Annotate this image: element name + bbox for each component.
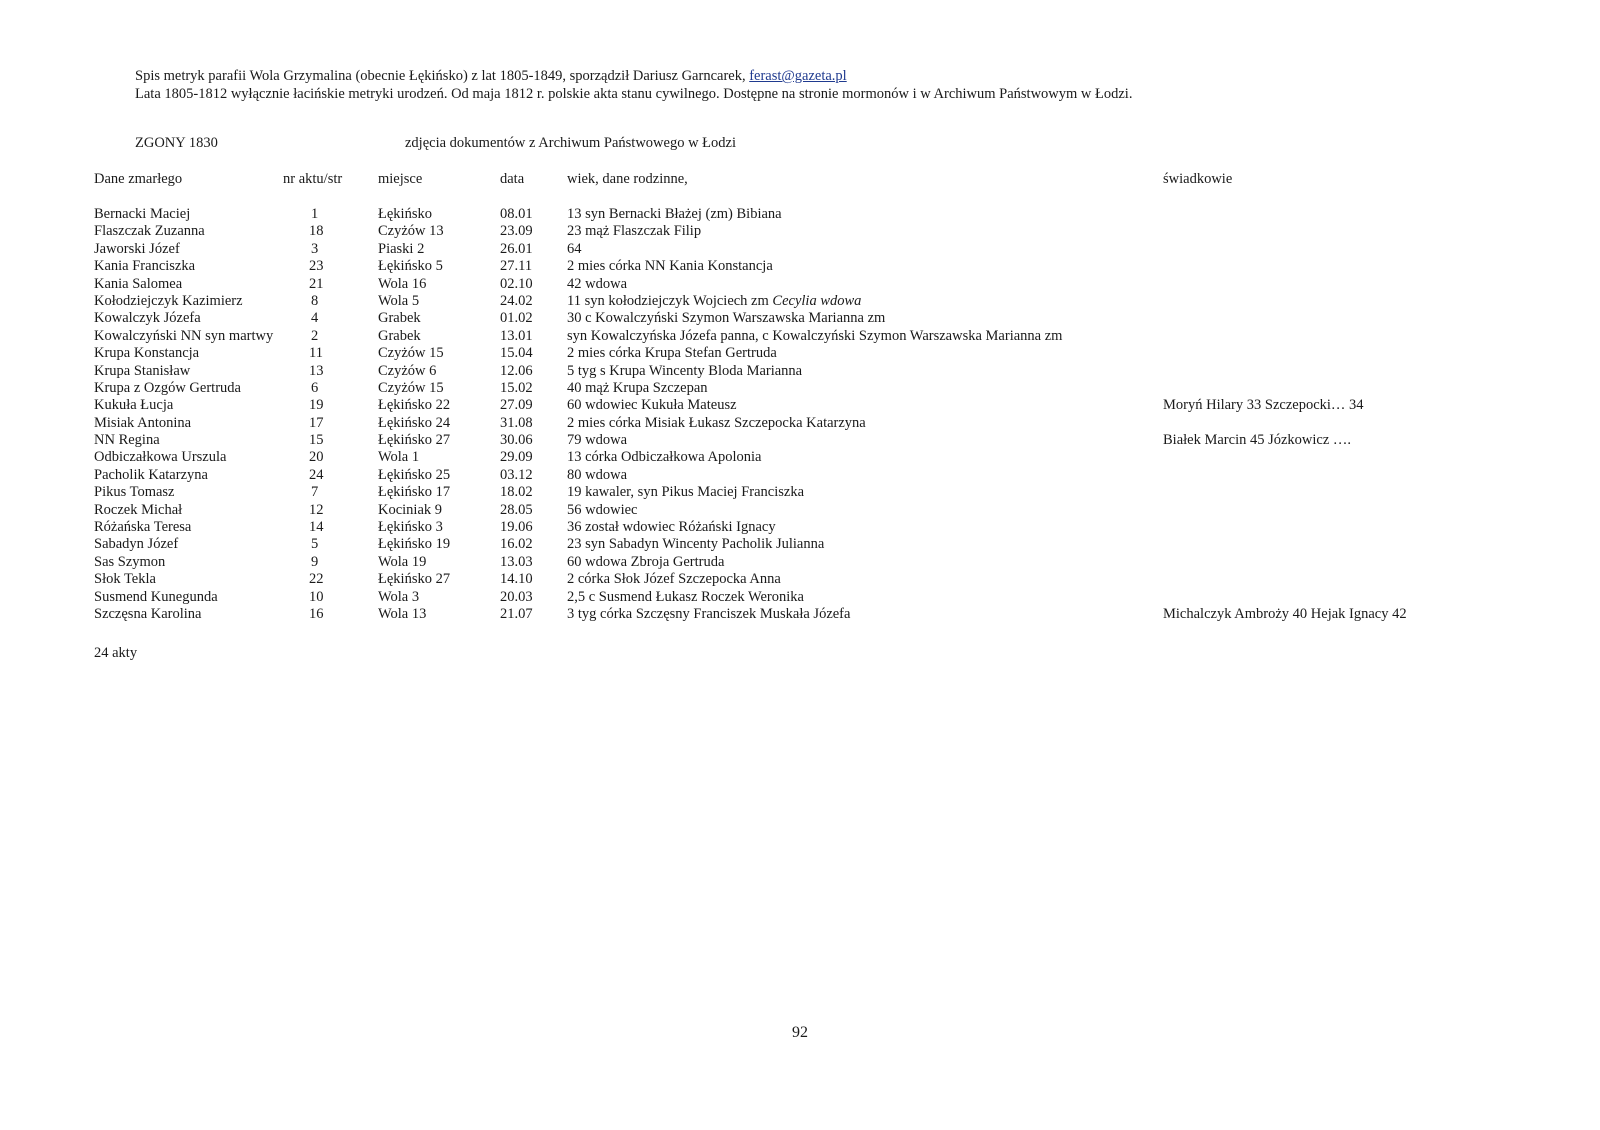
cell-nr: 20 [309, 449, 324, 466]
cell-nr: 10 [309, 588, 324, 605]
table-row [0, 536, 1600, 553]
cell-date: 21.07 [500, 605, 533, 622]
cell-age: 40 mąż Krupa Szczepan [567, 379, 708, 396]
total-count: 24 akty [94, 645, 138, 661]
table-row [0, 502, 1600, 519]
cell-witnesses: Moryń Hilary 33 Szczepocki… 34 [1163, 397, 1364, 414]
table-row [0, 432, 1600, 449]
column-header-date: data [500, 171, 525, 187]
cell-name: Krupa z Ozgów Gertruda [94, 379, 241, 396]
cell-name: Kowalczyński NN syn martwy [94, 327, 274, 344]
cell-place: Grabek [378, 310, 421, 327]
cell-nr: 17 [309, 414, 324, 431]
cell-place: Łękińsko 19 [378, 536, 451, 553]
cell-name: Odbiczałkowa Urszula [94, 449, 227, 466]
cell-place: Kociniak 9 [378, 501, 443, 518]
cell-age: 60 wdowa Zbroja Gertruda [567, 553, 725, 570]
cell-nr: 12 [309, 501, 324, 518]
table-row [0, 554, 1600, 571]
cell-date: 27.11 [500, 258, 533, 275]
cell-nr: 4 [311, 310, 319, 327]
cell-place: Wola 13 [378, 605, 427, 622]
cell-nr: 16 [309, 605, 324, 622]
cell-age-text: 11 syn kołodziejczyk Wojciech zm [567, 292, 773, 309]
cell-age: 2 mies córka NN Kania Konstancja [567, 258, 773, 275]
column-header-nr: nr aktu/str [283, 171, 343, 187]
cell-place: Wola 1 [378, 449, 420, 466]
cell-date: 23.09 [500, 223, 533, 240]
column-header-place: miejsce [378, 171, 423, 187]
cell-nr: 14 [309, 519, 324, 536]
table-row [0, 571, 1600, 588]
cell-date: 31.08 [500, 414, 533, 431]
cell-name: Szczęsna Karolina [94, 605, 202, 622]
cell-name: Kania Franciszka [94, 258, 196, 275]
cell-date: 15.04 [500, 345, 533, 362]
cell-date: 08.01 [500, 206, 533, 222]
cell-age: 19 kawaler, syn Pikus Maciej Franciszka [567, 484, 804, 501]
table-row [0, 606, 1600, 623]
cell-place: Czyżów 15 [378, 379, 444, 396]
cell-place: Łękińsko 27 [378, 571, 451, 588]
cell-name: Misiak Antonina [94, 414, 192, 431]
cell-age: 2 mies córka Krupa Stefan Gertruda [567, 345, 777, 362]
cell-place: Czyżów 13 [378, 223, 444, 240]
cell-date: 26.01 [500, 240, 533, 257]
cell-place: Łękińsko 3 [378, 519, 443, 536]
cell-place: Łękińsko 17 [378, 484, 451, 501]
cell-date: 14.10 [500, 571, 533, 588]
column-header-name: Dane zmarłego [94, 171, 183, 187]
cell-age: 2 córka Słok Józef Szczepocka Anna [567, 571, 781, 588]
cell-witnesses: Michalczyk Ambroży 40 Hejak Ignacy 42 [1163, 605, 1407, 622]
cell-place: Wola 3 [378, 588, 420, 605]
cell-place: Czyżów 6 [378, 362, 437, 379]
cell-age [567, 293, 861, 310]
cell-date: 13.01 [500, 327, 533, 344]
cell-date: 03.12 [500, 466, 533, 483]
table-row [0, 310, 1600, 327]
cell-date: 19.06 [500, 519, 533, 536]
cell-nr: 3 [311, 240, 319, 257]
cell-name: Kania Salomea [94, 275, 183, 292]
section-subtitle: zdjęcia dokumentów z Archiwum Państwowego w Łodzi [405, 135, 737, 151]
table-row [0, 589, 1600, 606]
section-title: ZGONY 1830 [135, 135, 218, 151]
cell-place: Łękińsko 27 [378, 432, 451, 449]
cell-date: 29.09 [500, 449, 533, 466]
cell-date: 30.06 [500, 432, 533, 449]
cell-nr: 11 [309, 345, 323, 362]
cell-nr: 7 [311, 484, 319, 501]
cell-nr: 24 [309, 466, 324, 483]
cell-nr: 8 [311, 292, 319, 309]
cell-date: 16.02 [500, 536, 533, 553]
cell-age: 36 został wdowiec Różański Ignacy [567, 519, 776, 536]
cell-name: NN Regina [94, 432, 160, 449]
table-row [0, 363, 1600, 380]
cell-nr: 1 [311, 206, 319, 222]
table-row [0, 206, 1600, 223]
cell-nr: 15 [309, 432, 324, 449]
records-table [0, 206, 1600, 623]
cell-place: Wola 5 [378, 292, 420, 309]
table-row [0, 449, 1600, 466]
cell-name: Krupa Stanisław [94, 362, 191, 379]
cell-name: Bernacki Maciej [94, 206, 191, 222]
cell-place: Łękińsko 25 [378, 466, 451, 483]
cell-age: 30 c Kowalczyński Szymon Warszawska Marianna zm [567, 310, 886, 327]
cell-date: 02.10 [500, 275, 533, 292]
table-row [0, 519, 1600, 536]
cell-age: 13 syn Bernacki Błażej (zm) Bibiana [567, 206, 782, 222]
table-row [0, 241, 1600, 258]
cell-name: Krupa Konstancja [94, 345, 200, 362]
cell-age: 79 wdowa [567, 432, 628, 449]
cell-name: Kukuła Łucja [94, 397, 174, 414]
table-row [0, 276, 1600, 293]
cell-place: Łękińsko 24 [378, 414, 451, 431]
cell-name: Jaworski Józef [94, 240, 180, 257]
cell-name: Kowalczyk Józefa [94, 310, 201, 327]
cell-age: 56 wdowiec [567, 501, 638, 518]
cell-date: 27.09 [500, 397, 533, 414]
cell-nr: 19 [309, 397, 324, 414]
table-row [0, 484, 1600, 501]
cell-age-italic: Cecylia wdowa [772, 292, 862, 309]
header-line-1 [135, 68, 847, 85]
header-line-2: Lata 1805-1812 wyłącznie łacińskie metryki urodzeń. Od maja 1812 r. polskie akta stanu cywilnego. Dostępne na stronie mormonów i w Archiwum Państwowym w Łodzi. [135, 86, 1133, 102]
cell-nr: 9 [311, 553, 319, 570]
cell-place: Łękińsko 5 [378, 258, 443, 275]
cell-age: 23 mąż Flaszczak Filip [567, 223, 702, 240]
cell-date: 18.02 [500, 484, 533, 501]
cell-name: Roczek Michał [94, 501, 183, 518]
email-link[interactable]: ferast@gazeta.pl [749, 68, 847, 84]
cell-age: syn Kowalczyńska Józefa panna, c Kowalczyński Szymon Warszawska Marianna zm [567, 327, 1063, 344]
cell-place: Wola 19 [378, 553, 427, 570]
page-number: 92 [792, 1024, 808, 1041]
cell-name: Sas Szymon [94, 553, 166, 570]
cell-age: 23 syn Sabadyn Wincenty Pacholik Julianna [567, 536, 825, 553]
cell-place: Piaski 2 [378, 240, 425, 257]
cell-age: 64 [567, 240, 582, 257]
cell-age: 80 wdowa [567, 466, 628, 483]
table-row [0, 415, 1600, 432]
cell-name: Pacholik Katarzyna [94, 466, 208, 483]
cell-nr: 21 [309, 275, 324, 292]
cell-place: Łękińsko [378, 206, 432, 222]
cell-nr: 2 [311, 327, 319, 344]
cell-name: Pikus Tomasz [94, 484, 175, 501]
cell-date: 12.06 [500, 362, 533, 379]
cell-place: Grabek [378, 327, 421, 344]
table-row [0, 258, 1600, 275]
header-text: Spis metryk parafii Wola Grzymalina (obecnie Łękińsko) z lat 1805-1849, sporządził Dariusz Garncarek, [135, 68, 750, 84]
column-header-witnesses: świadkowie [1163, 171, 1233, 187]
cell-name: Różańska Teresa [94, 519, 192, 536]
cell-nr: 18 [309, 223, 324, 240]
cell-nr: 23 [309, 258, 324, 275]
cell-date: 15.02 [500, 379, 533, 396]
cell-name: Słok Tekla [94, 571, 156, 588]
cell-date: 13.03 [500, 553, 533, 570]
cell-nr: 13 [309, 362, 324, 379]
table-row [0, 328, 1600, 345]
cell-nr: 5 [311, 536, 319, 553]
cell-name: Susmend Kunegunda [94, 588, 218, 605]
cell-age: 5 tyg s Krupa Wincenty Bloda Marianna [567, 362, 803, 379]
cell-name: Sabadyn Józef [94, 536, 179, 553]
cell-witnesses: Białek Marcin 45 Józkowicz …. [1163, 432, 1352, 449]
column-header-age: wiek, dane rodzinne, [567, 171, 688, 187]
cell-place: Wola 16 [378, 275, 427, 292]
cell-place: Łękińsko 22 [378, 397, 451, 414]
cell-age: 2 mies córka Misiak Łukasz Szczepocka Katarzyna [567, 414, 866, 431]
table-row [0, 223, 1600, 240]
table-row [0, 467, 1600, 484]
cell-age: 2,5 c Susmend Łukasz Roczek Weronika [567, 588, 804, 605]
cell-age: 3 tyg córka Szczęsny Franciszek Muskała Józefa [567, 605, 851, 622]
cell-date: 24.02 [500, 292, 533, 309]
table-row [0, 380, 1600, 397]
cell-name: Flaszczak Zuzanna [94, 223, 205, 240]
table-row [0, 397, 1600, 414]
cell-nr: 6 [311, 379, 319, 396]
table-row [0, 345, 1600, 362]
cell-age: 60 wdowiec Kukuła Mateusz [567, 397, 737, 414]
cell-age: 42 wdowa [567, 275, 628, 292]
cell-age: 13 córka Odbiczałkowa Apolonia [567, 449, 762, 466]
cell-nr: 22 [309, 571, 324, 588]
cell-date: 01.02 [500, 310, 533, 327]
cell-date: 28.05 [500, 501, 533, 518]
table-row [0, 293, 1600, 310]
cell-name: Kołodziejczyk Kazimierz [94, 292, 243, 309]
cell-date: 20.03 [500, 588, 533, 605]
cell-place: Czyżów 15 [378, 345, 444, 362]
